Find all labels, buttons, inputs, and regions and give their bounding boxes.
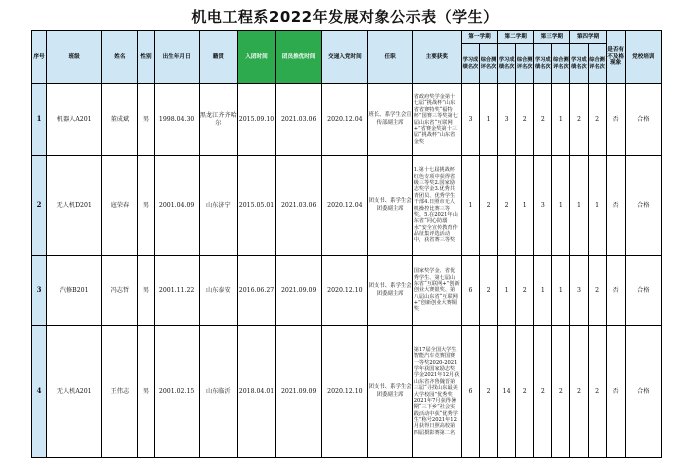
row-join-league: 2015.05.01 [237, 156, 275, 256]
row-score: 2 [498, 156, 516, 256]
header-join-league: 入团时间 [237, 31, 275, 84]
row-score: 1 [552, 84, 570, 156]
row-birth: 2001.02.15 [154, 326, 199, 458]
table-row [32, 156, 662, 256]
header-training: 党校培训 [625, 31, 661, 84]
header-overall-rank: 综合测评名次 [479, 44, 497, 84]
row-seq: 2 [32, 156, 47, 256]
row-origin: 山东济宁 [199, 156, 237, 256]
row-score: 2 [588, 326, 606, 458]
header-semester-4: 第四学期 [570, 31, 606, 44]
row-score: 2 [479, 256, 497, 326]
row-training: 合格 [625, 326, 661, 458]
row-score: 2 [588, 84, 606, 156]
row-submit: 2020.12.04 [322, 156, 368, 256]
row-score: 3 [461, 84, 479, 156]
row-score: 2 [534, 326, 552, 458]
row-apply: 2021.09.09 [276, 326, 322, 458]
header-study-rank: 学习成绩名次 [570, 44, 588, 84]
candidate-table [31, 30, 662, 458]
row-score: 1 [479, 84, 497, 156]
row-join-league: 2016.06.27 [237, 256, 275, 326]
row-score: 6 [461, 256, 479, 326]
header-semester-3: 第三学期 [534, 31, 570, 44]
row-score: 6 [461, 326, 479, 458]
row-training: 合格 [625, 156, 661, 256]
header-duty: 任职 [368, 31, 412, 84]
row-origin: 山东泰安 [199, 256, 237, 326]
row-score: 2 [516, 84, 534, 156]
row-training: 合格 [625, 256, 661, 326]
row-score: 14 [498, 326, 516, 458]
row-gender: 男 [138, 156, 154, 256]
row-duty: 团支书、系学生会团委副主席 [368, 256, 412, 326]
row-origin: 山东临沂 [199, 326, 237, 458]
row-fail: 否 [606, 326, 625, 458]
table-row [32, 256, 662, 326]
header-apply: 团员推优时间 [276, 31, 322, 84]
header-birth: 出生年月日 [154, 31, 199, 84]
row-score: 2 [552, 326, 570, 458]
header-gender: 性别 [138, 31, 154, 84]
row-class: 机器人A201 [47, 84, 102, 156]
row-class: 汽修B201 [47, 256, 102, 326]
row-duty: 班长、系学生会宣传部副主席 [368, 84, 412, 156]
row-awards: 省政府奖学金第十七届“挑战杯”山东省省赛特奖“福特杯”国赛三等奖第七届山东省“互联网+”省赛金奖第十三届“挑战杯”山东省金奖 [412, 84, 461, 156]
header-class: 班级 [47, 31, 102, 84]
row-apply: 2021.03.06 [276, 156, 322, 256]
row-score: 1 [534, 256, 552, 326]
row-birth: 2001.04.09 [154, 156, 199, 256]
row-fail: 否 [606, 156, 625, 256]
row-score: 1 [570, 156, 588, 256]
row-score: 2 [534, 84, 552, 156]
row-score: 3 [534, 156, 552, 256]
row-fail: 否 [606, 256, 625, 326]
table-row [32, 326, 662, 458]
row-seq: 3 [32, 256, 47, 326]
page-title: 机电工程系2022年发展对象公示表（学生） [191, 8, 499, 26]
row-score: 1 [498, 256, 516, 326]
row-awards: 国家奖学金、省优秀学生、第七届山东省“互联网+”创新创业大赛银奖、第八届山东省“互联网+”创新创业大赛铜奖 [412, 256, 461, 326]
row-score: 1 [461, 156, 479, 256]
row-gender: 男 [138, 256, 154, 326]
row-join-league: 2015.09.10 [237, 84, 275, 156]
row-awards: 1.第十七届挑战杯红色专项中获得省级三等奖2.国家励志奖学金3.优秀共青团员、优秀学生干部4.日照市无人机操控比赛三等奖。5.在2021年山东省“同心防溺水”安全宣传教育作品征集评选活动中，获省赛三等奖 [412, 156, 461, 256]
row-score: 3 [498, 84, 516, 156]
header-origin: 籍贯 [199, 31, 237, 84]
header-overall-rank: 综合测评名次 [588, 44, 606, 84]
row-score: 2 [479, 326, 497, 458]
row-score: 1 [588, 156, 606, 256]
row-name: 王伟志 [102, 326, 138, 458]
row-name: 冯志哲 [102, 256, 138, 326]
row-apply: 2021.09.09 [276, 256, 322, 326]
row-score: 3 [570, 256, 588, 326]
row-score: 2 [570, 326, 588, 458]
header-fail: 是否有不及格现象 [606, 31, 625, 84]
header-submit: 交递入党时间 [322, 31, 368, 84]
row-apply: 2021.03.06 [276, 84, 322, 156]
row-birth: 1998.04.30 [154, 84, 199, 156]
row-name: 寇荣春 [102, 156, 138, 256]
table-row [32, 84, 662, 156]
row-seq: 4 [32, 326, 47, 458]
row-origin: 黑龙江齐齐哈尔 [199, 84, 237, 156]
row-score: 1 [552, 256, 570, 326]
row-score: 2 [588, 256, 606, 326]
row-seq: 1 [32, 84, 47, 156]
row-class: 无人机A201 [47, 326, 102, 458]
row-duty: 团支书、系学生会团委副主席 [368, 326, 412, 458]
header-study-rank: 学习成绩名次 [498, 44, 516, 84]
header-semester-1: 第一学期 [461, 31, 497, 44]
header-name: 姓名 [102, 31, 138, 84]
row-score: 1 [516, 156, 534, 256]
row-name: 董成斌 [102, 84, 138, 156]
row-score: 2 [479, 156, 497, 256]
row-score: 2 [516, 326, 534, 458]
header-overall-rank: 综合测评名次 [552, 44, 570, 84]
row-score: 1 [552, 156, 570, 256]
header-overall-rank: 综合测评名次 [516, 44, 534, 84]
header-awards: 主要获奖 [412, 31, 461, 84]
row-duty: 团支书、系学生会团委副主席 [368, 156, 412, 256]
row-submit: 2020.12.04 [322, 84, 368, 156]
header-semester-2: 第二学期 [498, 31, 534, 44]
row-class: 无人机D201 [47, 156, 102, 256]
header-seq: 序号 [32, 31, 47, 84]
row-fail: 否 [606, 84, 625, 156]
row-submit: 2020.12.10 [322, 256, 368, 326]
header-study-rank: 学习成绩名次 [461, 44, 479, 84]
row-gender: 男 [138, 84, 154, 156]
row-awards: 第17届全国大学生智能汽车竞赛国赛一等奖2020-2021学年获国家励志奖学金2021年12月获山东省齐鲁魏晋第三届“寻找山东最美大学校园”优秀奖2021年7月获得暑期“三下乡”社会实践活动中获“优秀学生”称号2021年12月获得日照高校第四届摄影赛第二名 [412, 326, 461, 458]
header-study-rank: 学习成绩名次 [534, 44, 552, 84]
row-submit: 2020.12.10 [322, 326, 368, 458]
row-training: 合格 [625, 84, 661, 156]
row-score: 2 [516, 256, 534, 326]
row-score: 2 [570, 84, 588, 156]
row-gender: 男 [138, 326, 154, 458]
row-birth: 2001.11.22 [154, 256, 199, 326]
row-join-league: 2018.04.01 [237, 326, 275, 458]
